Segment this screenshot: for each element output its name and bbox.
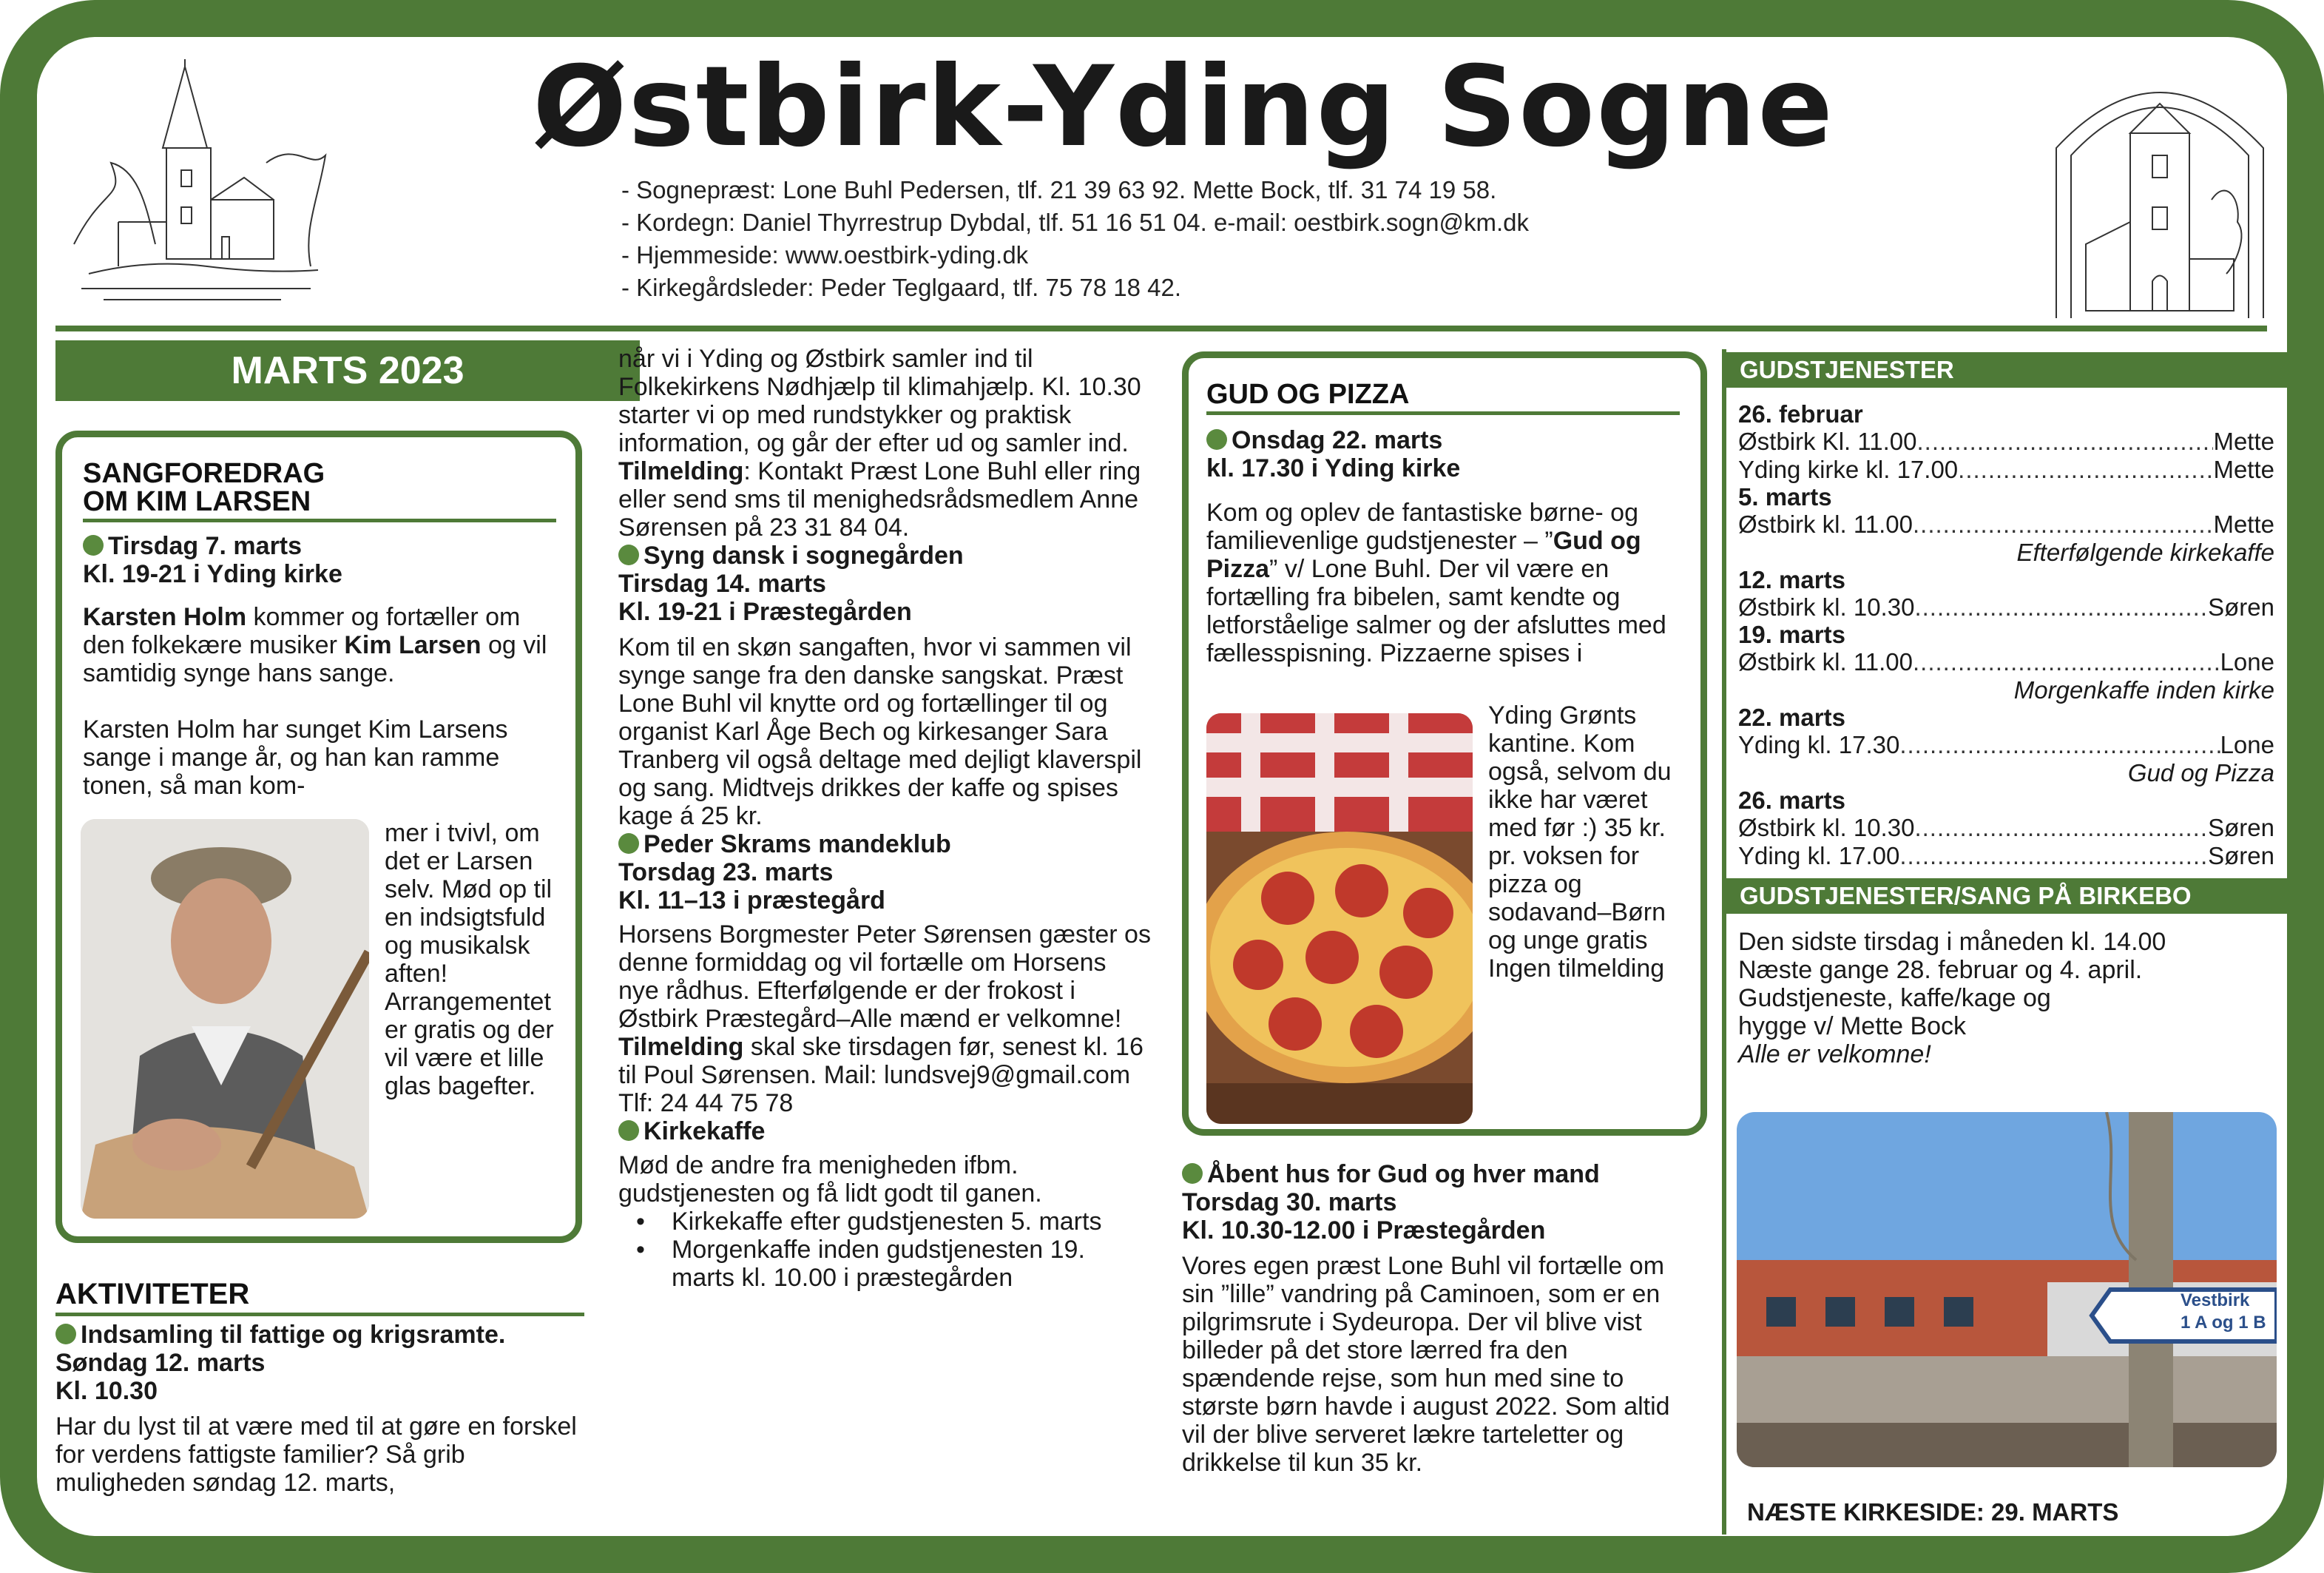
performer-name: Karsten Holm [83, 603, 247, 631]
peder-signup [618, 1033, 1151, 1117]
list-item: • Morgenkaffe inden gudstjenesten 19. marts kl. 10.00 i præstegården [618, 1236, 1151, 1292]
service-line [1738, 428, 2274, 456]
aktiviteter-heading: AKTIVITETER [55, 1278, 250, 1310]
service-officiant: Mette [2213, 511, 2274, 538]
service-line [1738, 456, 2274, 484]
service-officiant: Søren [2208, 842, 2274, 869]
contact-priest: - Sognepræst: Lone Buhl Pedersen, tlf. 21 39 63 92. Mette Bock, tlf. 31 74 19 58. [621, 176, 1497, 203]
leader-dots [1914, 593, 2208, 622]
leader-dots [1913, 648, 2220, 676]
birkebo-text [1738, 928, 2274, 1068]
service-date: 12. marts [1738, 566, 1845, 593]
aabent-title: Åbent hus for Gud og hver mand [1207, 1160, 1600, 1188]
birkebo-line: Den sidste tirsdag i måneden kl. 14.00 [1738, 928, 2166, 956]
service-location-time: Østbirk kl. 11.00 [1738, 511, 1913, 538]
peder-time: Kl. 11–13 i præstegård [618, 886, 885, 915]
bullet-dot-icon [618, 833, 639, 854]
peder-title-line [618, 830, 1151, 858]
pizza-time: kl. 17.30 i Yding kirke [1206, 454, 1461, 482]
service-date: 19. marts [1738, 621, 1845, 648]
aktiviteter-section [55, 1279, 588, 1497]
syng-title: Syng dansk i sognegården [644, 542, 964, 570]
pizza-rule [1206, 411, 1680, 415]
aabent-text: Vores egen præst Lone Buhl vil fortælle om sin ”lille” vandring på Caminoen, som er en pilgrimsrute i Sydeuropa. Der vil blive vist billeder på det store lærred fra den spændende rejse, som hun med sine to største børn havde i august 2022. Som altid vil der blive serveret lækre tarteletter og drikkelse til kun 35 kr. [1182, 1252, 1670, 1477]
signup-text: : Kontakt Præst Lone Buhl eller ring eller send sms til menighedsrådsmedlem Anne Sørensen på 23 31 84 04. [618, 457, 1141, 542]
service-note: Efterfølgende kirkekaffe [2016, 539, 2274, 566]
next-page-note: NÆSTE KIRKESIDE: 29. MARTS [1747, 1498, 2119, 1526]
service-officiant: Lone [2220, 648, 2274, 676]
sangforedrag-p1 [83, 603, 564, 687]
sangforedrag-date: Tirsdag 7. marts [108, 532, 303, 560]
service-location-time: Yding kl. 17.00 [1738, 842, 1900, 869]
sangforedrag-date-line [83, 532, 302, 560]
leader-dots [1958, 456, 2213, 484]
indsamling-continued: når vi i Yding og Østbirk samler ind til Folkekirkens Nødhjælp til klimahjælp. Kl. 10.30 starter vi op med rundstykker og praktisk information, og går der efter ud og samler ind. [618, 345, 1141, 457]
service-note: Morgenkaffe inden kirke [2013, 676, 2274, 704]
service-note: Gud og Pizza [2127, 759, 2274, 786]
peder-date: Torsdag 23. marts [618, 858, 834, 886]
service-date: 5. marts [1738, 483, 1832, 511]
service-officiant: Mette [2213, 428, 2274, 455]
service-location-time: Østbirk kl. 10.30 [1738, 593, 1915, 621]
peder-signup-text: skal ske tirsdagen før, senest kl. 16 til Poul Sørensen. Mail: lundsvej9@gmail.com Tlf: 24 44 75 78 [618, 1033, 1144, 1117]
service-officiant: Søren [2208, 814, 2274, 841]
service-line [1738, 593, 2274, 622]
list-item: • Kirkekaffe efter gudstjenesten 5. marts [618, 1207, 1151, 1236]
service-line [1738, 648, 2274, 676]
leader-dots [1914, 814, 2208, 842]
aktiviteter-rule [55, 1313, 584, 1316]
contact-graveyard: - Kirkegårdsleder: Peder Teglgaard, tlf. 75 78 18 42. [621, 274, 1182, 301]
bullet-dot-icon [55, 1324, 76, 1344]
syng-time: Kl. 19-21 i Præstegården [618, 598, 912, 626]
indsamling-signup [618, 457, 1151, 542]
birkebo-photo [1737, 1112, 2277, 1467]
service-location-time: Østbirk kl. 10.30 [1738, 814, 1915, 841]
service-location-time: Østbirk Kl. 11.00 [1738, 428, 1917, 455]
bullet-dot-icon [618, 1120, 639, 1141]
pizza-text-b: ” v/ Lone Buhl. Der vil være en fortælling fra bibelen, samt kendte og letforståelige salmer og der afsluttes med fællesspisning. Pizzaerne spises i [1206, 555, 1666, 667]
pizza-date-line [1206, 426, 1442, 454]
service-line [1738, 842, 2274, 870]
pizza-side-text: Yding Grønts kantine. Kom også, selvom du ikke har været med før :) 35 kr. pr. voksen for pizza og sodavand–Børn og unge gratis Ingen tilmelding [1488, 701, 1672, 983]
aabent-time: Kl. 10.30-12.00 i Præstegården [1182, 1216, 1546, 1244]
bullet-dot-icon [1182, 1163, 1203, 1184]
pizza-text-a: Kom og oplev de fantastiske børne- og familievenlige gudstjenester – ” [1206, 499, 1638, 555]
contact-website: - Hjemmeside: www.oestbirk-yding.dk [621, 241, 1029, 269]
birkebo-heading: GUDSTJENESTER/SANG PÅ BIRKEBO [1726, 878, 2287, 914]
leader-dots [1913, 511, 2213, 539]
leader-dots [1899, 842, 2208, 870]
peder-text: Horsens Borgmester Peter Sørensen gæster os denne formiddag og vil fortælle om Horsens nye rådhus. Efterfølgende er der frokost i Østbirk Præstegård–Alle mænd er velkomne! [618, 920, 1151, 1033]
service-officiant: Søren [2208, 593, 2274, 621]
birkebo-line: Gudstjeneste, kaffe/kage og [1738, 984, 2051, 1012]
sidebar-divider [1722, 349, 1726, 1535]
leader-dots [1899, 731, 2220, 759]
bullet-dot-icon [83, 535, 104, 556]
service-location-time: Yding kirke kl. 17.00 [1738, 456, 1959, 483]
service-date: 22. marts [1738, 704, 1845, 731]
pizza-box [1182, 351, 1707, 1136]
birkebo-welcome: Alle er velkomne! [1738, 1040, 1931, 1068]
sangforedrag-p1-text-b: og vil samtidig synge hans sange. [83, 631, 547, 687]
sangforedrag-title-2: OM KIM LARSEN [83, 486, 311, 517]
service-officiant: Mette [2213, 456, 2274, 483]
sign-text-1: Vestbirk [2181, 1290, 2250, 1310]
church-sketch-right-icon [2041, 52, 2278, 326]
artist-name: Kim Larsen [344, 631, 482, 659]
sign-text-2: 1 A og 1 B [2181, 1313, 2266, 1333]
aktiviteter-item-title: Indsamling til fattige og krigsramte. Søndag 12. marts [55, 1321, 506, 1377]
service-line [1738, 814, 2274, 842]
column-2 [618, 345, 1151, 1292]
kaffe-title: Kirkekaffe [644, 1117, 766, 1145]
pizza-title: GUD OG PIZZA [1206, 379, 1410, 410]
syng-date: Tirsdag 14. marts [618, 570, 826, 598]
kaffe-text: Mød de andre fra menigheden ifbm. gudstjenesten og få lidt godt til ganen. [618, 1151, 1042, 1207]
service-date: 26. februar [1738, 400, 1863, 428]
page-title: Østbirk-Yding Sogne [533, 43, 1834, 172]
month-banner: MARTS 2023 [55, 340, 640, 401]
peder-title: Peder Skrams mandeklub [644, 830, 951, 858]
kaffe-list [618, 1207, 1151, 1292]
aktiviteter-item-text: Har du lyst til at være med til at gøre en forskel for verdens fattigste familier? Så grib muligheden søndag 12. marts, [55, 1412, 577, 1497]
pizza-photo [1206, 713, 1473, 1124]
header-divider [55, 326, 2267, 331]
peder-signup-label: Tilmelding [618, 1033, 744, 1061]
contact-info [621, 174, 1529, 304]
gudstjenester-list [1738, 401, 2274, 870]
service-date: 26. marts [1738, 786, 1845, 814]
birkebo-line: hygge v/ Mette Bock [1738, 1012, 1967, 1040]
aabent-hus-section [1182, 1160, 1715, 1477]
signup-label: Tilmelding [618, 457, 744, 485]
birkebo-line: Næste gange 28. februar og 4. april. [1738, 956, 2143, 984]
sangforedrag-rule [83, 519, 556, 522]
sangforedrag-p1-text-a: kommer og fortæller om den folkekære musiker [83, 603, 521, 659]
sangforedrag-time: Kl. 19-21 i Yding kirke [83, 560, 342, 588]
aabent-date: Torsdag 30. marts [1182, 1188, 1397, 1216]
pizza-text [1206, 499, 1687, 667]
sangforedrag-p2: Karsten Holm har sunget Kim Larsens sange i mange år, og han kan ramme tonen, så man kom- [83, 715, 508, 800]
syng-title-line [618, 542, 1151, 570]
aktiviteter-item-time: Kl. 10.30 [55, 1377, 158, 1405]
gudstjenester-heading: GUDSTJENESTER [1726, 352, 2287, 388]
service-officiant: Lone [2220, 731, 2274, 758]
sangforedrag-p3: mer i tvivl, om det er Larsen selv. Mød op til en indsigtsfuld og musikalsk aften! Arrangementet er gratis og der vil være et lille glas bagefter. [385, 819, 554, 1100]
pizza-date: Onsdag 22. marts [1232, 426, 1443, 454]
service-line [1738, 731, 2274, 759]
leader-dots [1917, 428, 2214, 456]
pizza-text-bold: Gud og Pizza [1206, 527, 1641, 583]
service-line [1738, 511, 2274, 539]
sangforedrag-title-1: SANGFOREDRAG [83, 458, 325, 489]
bullet-dot-icon [1206, 429, 1227, 450]
singer-photo [81, 819, 369, 1219]
service-location-time: Østbirk kl. 11.00 [1738, 648, 1913, 676]
service-location-time: Yding kl. 17.30 [1738, 731, 1900, 758]
contact-kordegn: - Kordegn: Daniel Thyrrestrup Dybdal, tlf. 51 16 51 04. e-mail: oestbirk.sogn@km.dk [621, 209, 1529, 236]
syng-text: Kom til en skøn sangaften, hvor vi sammen vil synge sange fra den danske sangskat. Præst Lone Buhl vil knytte ord og fortællinger til og organist Karl Åge Bech og kirkesanger Sara Tranberg vil også deltage med dejligt klaverspil og sang. Midtvejs drikkes der kaffe og spises kage á 25 kr. [618, 633, 1142, 830]
sangforedrag-box [55, 431, 582, 1243]
aabent-title-line [1182, 1160, 1715, 1188]
bullet-dot-icon [618, 545, 639, 565]
church-sketch-left-icon [59, 52, 333, 311]
kaffe-title-line [618, 1117, 1151, 1145]
aktiviteter-item-title-line [55, 1321, 584, 1377]
